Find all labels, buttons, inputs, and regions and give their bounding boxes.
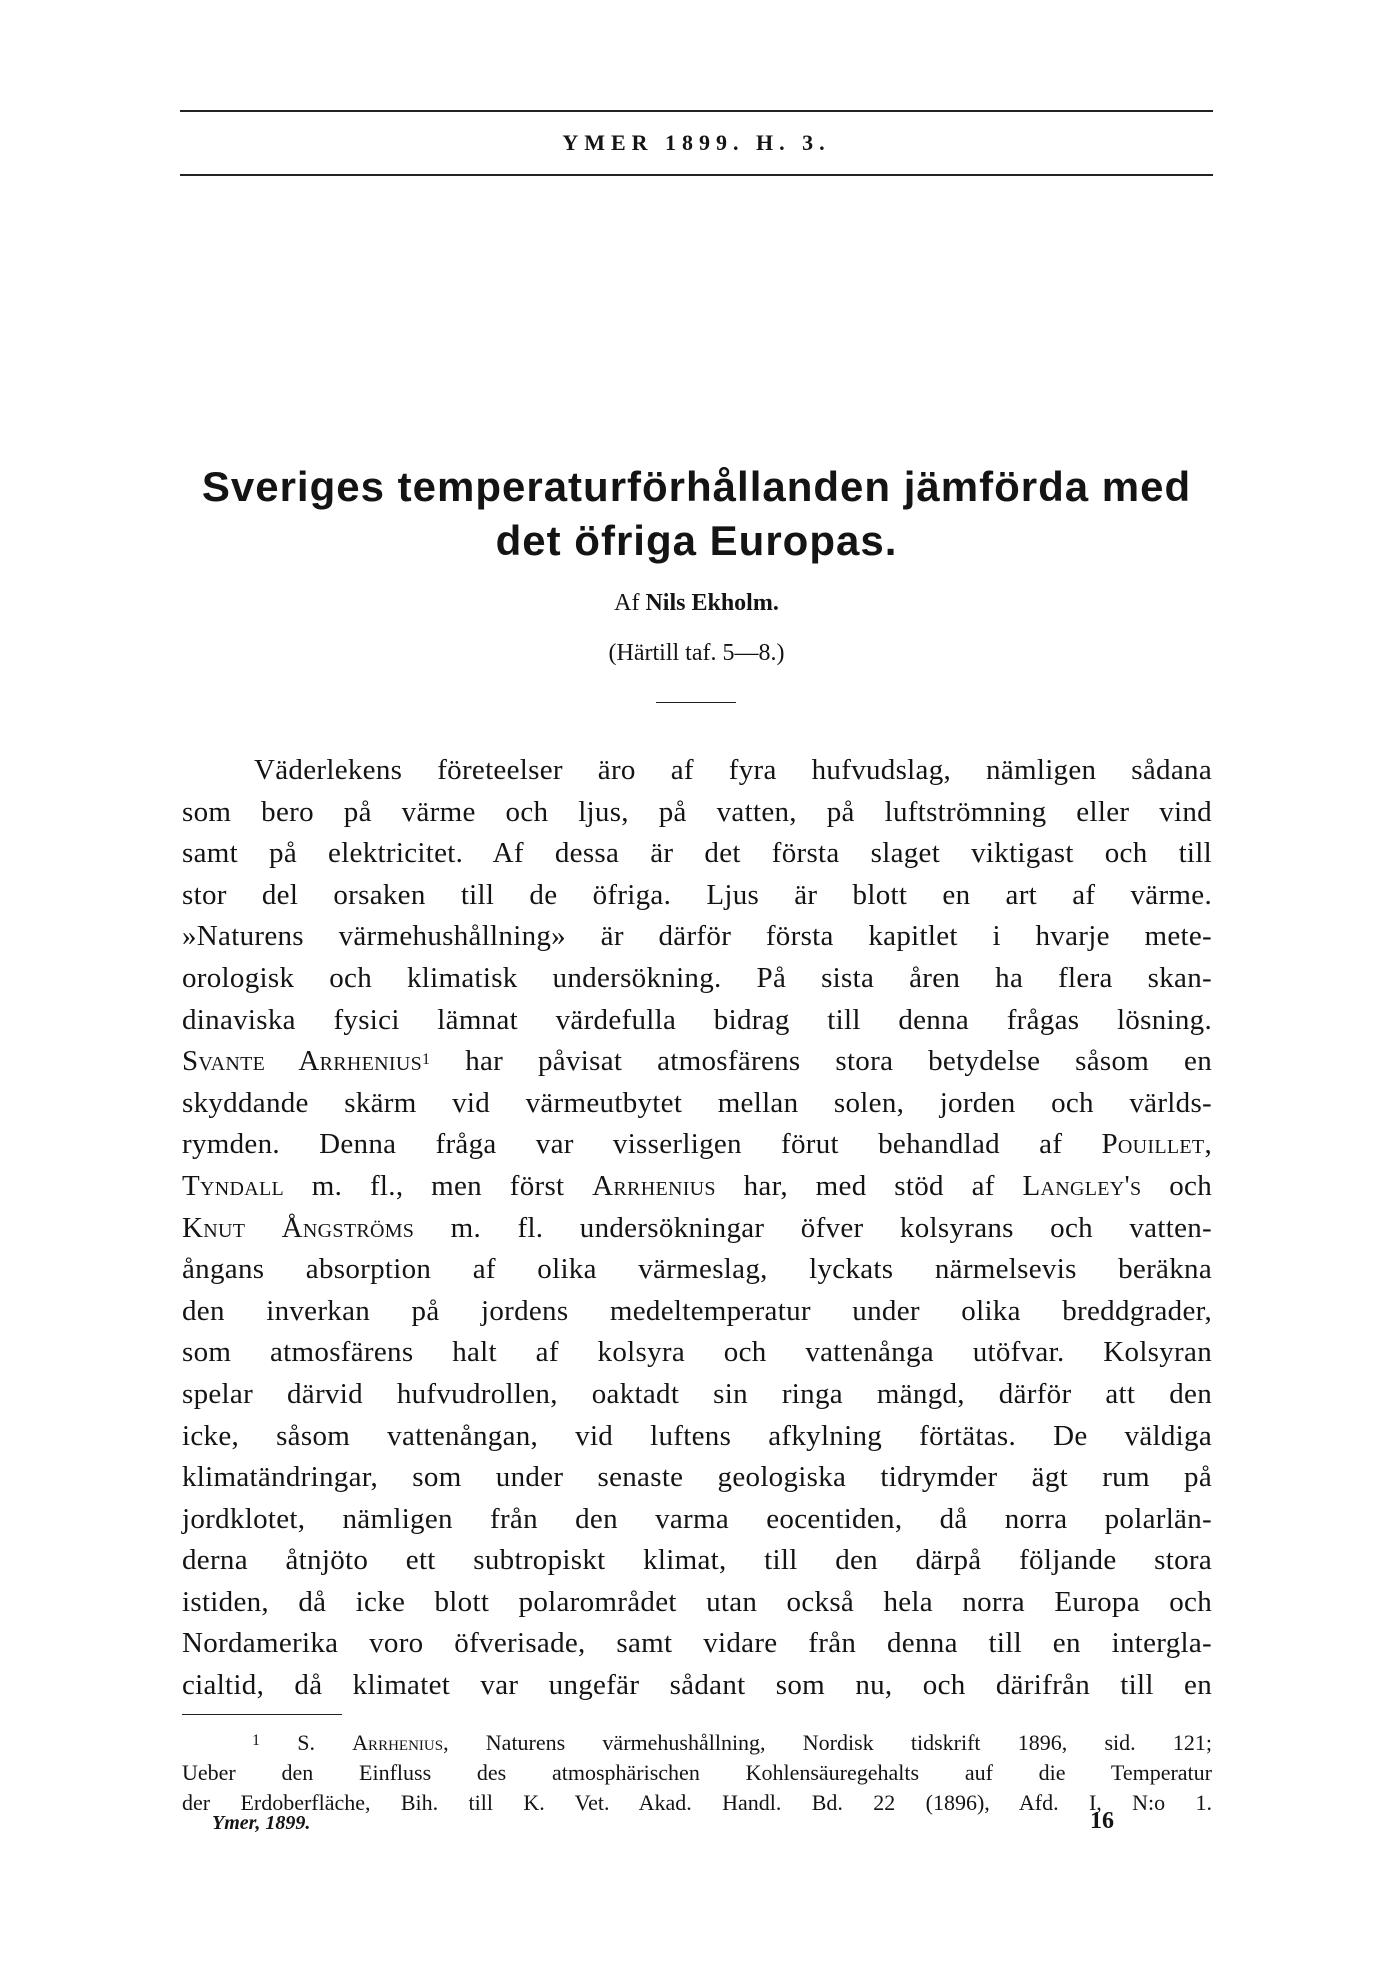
body-line — [182, 1041, 1212, 1083]
body-line: spelar därvid hufvudrollen, oaktadt sin ringa mängd, därför att den — [182, 1377, 1212, 1410]
body-line: derna åtnjöto ett subtropiskt klimat, till den därpå följande stora — [182, 1544, 1212, 1577]
footnote-text-segment: Naturens värmehushållning, Nordisk tidskrift 1896, sid. 121; — [448, 1730, 1212, 1755]
person-name: Knut Ångströms — [182, 1211, 415, 1244]
article-title — [180, 460, 1213, 568]
body-line: istiden, då icke blott polarområdet utan också hela norra Europa och — [182, 1585, 1212, 1618]
body-line: skyddande skärm vid värmeutbytet mellan solen, jorden och världs- — [182, 1086, 1212, 1119]
footnote-line: Ueber den Einfluss des atmosphärischen Kohlensäuregehalts auf die Temperatur — [182, 1760, 1212, 1785]
body-line: Väderlekens företeelser äro af fyra hufvudslag, nämligen sådana — [254, 754, 1212, 786]
footnote-marker: 1 — [252, 1732, 260, 1749]
title-line-2: det öfriga Europas. — [495, 517, 898, 564]
body-text-segment: har, med stöd af — [715, 1169, 1023, 1202]
plates-note: (Härtill taf. 5—8.) — [608, 640, 785, 666]
section-divider — [656, 702, 736, 703]
body-line: som bero på värme och ljus, på vatten, på luftströmning eller vind — [182, 795, 1212, 828]
body-line: jordklotet, nämligen från den varma eocentiden, då norra polarlän- — [182, 1502, 1212, 1535]
person-name: Svante Arrhenius — [182, 1045, 423, 1078]
body-line: orologisk och klimatisk undersökning. På sista åren ha flera skan- — [182, 961, 1212, 994]
footnote-line: der Erdoberfläche, Bih. till K. Vet. Akad. Handl. Bd. 22 (1896), Afd. I, N:o 1. — [182, 1790, 1212, 1815]
body-line: stor del orsaken till de öfriga. Ljus är blott en art af värme. — [182, 878, 1212, 911]
signature-mark: 16 — [1090, 1808, 1114, 1834]
footnote-text-segment: S. — [260, 1730, 353, 1755]
body-line: dinaviska fysici lämnat värdefulla bidrag till denna frågas lösning. — [182, 1003, 1212, 1036]
person-name: Pouillet, — [1101, 1128, 1212, 1161]
footnote-reference[interactable]: 1 — [422, 1051, 431, 1069]
person-name: Arrhenius, — [352, 1730, 449, 1755]
person-name: Arrhenius — [592, 1169, 716, 1202]
header-rule-top — [180, 110, 1213, 112]
byline-prefix: Af — [614, 590, 640, 616]
person-name: Tyndall — [182, 1169, 285, 1202]
body-line: Nordamerika voro öfverisade, samt vidare från denna till en intergla- — [182, 1627, 1212, 1660]
byline — [180, 590, 1213, 617]
footnote-rule — [182, 1714, 342, 1715]
body-line: icke, såsom vattenångan, vid luftens afkylning förtätas. De väldiga — [182, 1419, 1212, 1452]
body-line: klimatändringar, som under senaste geologiska tidrymder ägt rum på — [182, 1461, 1212, 1494]
body-line: »Naturens värmehushållning» är därför första kapitlet i hvarje mete- — [182, 920, 1212, 953]
body-line — [182, 1124, 1212, 1166]
footnote-line — [182, 1728, 1212, 1758]
body-paragraph — [182, 750, 1212, 1707]
body-line: den inverkan på jordens medeltemperatur under olika breddgrader, — [182, 1294, 1212, 1327]
body-text-segment: m. fl., men först — [284, 1169, 593, 1202]
footer-journal-label: Ymer, 1899. — [212, 1812, 311, 1834]
author-name: Nils Ekholm. — [645, 590, 779, 616]
footnote — [182, 1728, 1212, 1818]
body-text-segment: och — [1141, 1169, 1212, 1202]
body-line: samt på elektricitet. Af dessa är det första slaget viktigast och till — [182, 837, 1212, 870]
body-line: som atmosfärens halt af kolsyra och vattenånga utöfvar. Kolsyran — [182, 1336, 1212, 1369]
title-line-1: Sveriges temperaturförhållanden jämförda med — [201, 463, 1192, 510]
body-line: cialtid, då klimatet var ungefär sådant som nu, och därifrån till en — [182, 1669, 1212, 1702]
body-line — [182, 1166, 1212, 1208]
body-line — [182, 1208, 1212, 1250]
body-text-segment: har påvisat atmosfärens stora betydelse såsom en — [430, 1045, 1212, 1078]
body-text-segment: m. fl. undersökningar öfver kolsyrans och vatten- — [414, 1211, 1212, 1244]
running-head: YMER 1899. H. 3. — [562, 130, 831, 155]
header-rule-bottom — [180, 174, 1213, 176]
person-name: Langley's — [1022, 1169, 1142, 1202]
body-line: ångans absorption af olika värmeslag, lyckats närmelsevis beräkna — [182, 1253, 1212, 1286]
body-text-segment: rymden. Denna fråga var visserligen förut behandlad af — [182, 1128, 1102, 1161]
